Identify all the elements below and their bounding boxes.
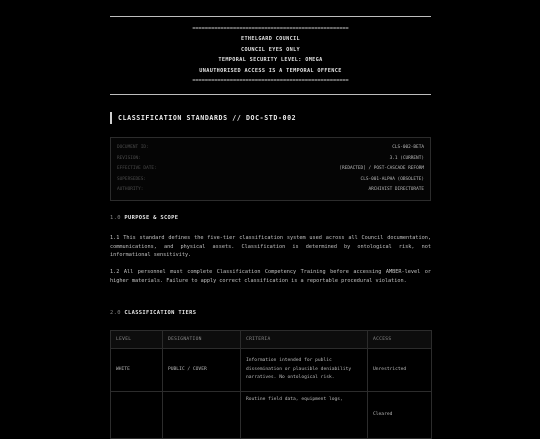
classification-banner bbox=[110, 24, 431, 86]
banner-divider bbox=[110, 94, 431, 95]
metadata-value: ARCHIVIST DIRECTORATE bbox=[368, 187, 424, 192]
banner-line-eyes-only: COUNCIL EYES ONLY bbox=[240, 46, 301, 53]
metadata-value: CLS-001-ALPHA (OBSOLETE) bbox=[360, 176, 424, 182]
banner-rule-bottom: ================================================== bbox=[192, 78, 349, 85]
tier-criteria: Routine field data, equipment logs, bbox=[241, 392, 368, 439]
metadata-value: 3.1 (CURRENT) bbox=[389, 155, 424, 161]
tier-access: Unrestricted bbox=[368, 349, 432, 392]
classification-tiers-table bbox=[110, 330, 432, 439]
column-header-level: LEVEL bbox=[111, 331, 163, 349]
metadata-key: DOCUMENT ID: bbox=[117, 145, 149, 150]
banner-line-warning: UNAUTHORISED ACCESS IS A TEMPORAL OFFENCE bbox=[199, 67, 342, 74]
paragraph-1-2: 1.2 All personnel must complete Classification Competency Training before accessing AMBER-level or higher materials. Failure to apply correct classification is a reportable procedural violation. bbox=[110, 269, 431, 284]
document-title: CLASSIFICATION STANDARDS // DOC-STD-002 bbox=[110, 112, 296, 124]
banner-line-council: ETHELGARD COUNCIL bbox=[240, 36, 301, 43]
metadata-key: REVISION: bbox=[117, 155, 141, 161]
table-row bbox=[111, 349, 432, 392]
banner-line-security-level: TEMPORAL SECURITY LEVEL: OMEGA bbox=[218, 57, 323, 64]
tier-designation bbox=[163, 392, 241, 439]
section-number: 2.0 bbox=[110, 310, 121, 316]
banner-rule-top: ================================================== bbox=[192, 26, 349, 32]
metadata-row-authority bbox=[117, 185, 424, 195]
metadata-value: CLS-002-BETA bbox=[392, 145, 424, 150]
tier-level: WHITE bbox=[111, 349, 163, 392]
section-heading-tiers bbox=[110, 309, 196, 318]
column-header-criteria: CRITERIA bbox=[241, 331, 368, 349]
table-header-row bbox=[111, 331, 432, 349]
paragraph-1-1: 1.1 This standard defines the five-tier classification system used across all Council documentation, communications, and physical assets. Classification is determined by ontological risk, not informational sensitivity. bbox=[110, 235, 431, 259]
section-title: CLASSIFICATION TIERS bbox=[124, 310, 197, 316]
table-row bbox=[111, 392, 432, 439]
metadata-key: AUTHORITY: bbox=[117, 187, 144, 192]
tier-designation: PUBLIC / COVER bbox=[163, 349, 241, 392]
metadata-row-supersedes bbox=[117, 175, 424, 185]
column-header-designation: DESIGNATION bbox=[163, 331, 241, 349]
section-title: PURPOSE & SCOPE bbox=[124, 215, 179, 221]
tier-access: Cleared bbox=[368, 392, 432, 439]
metadata-key: SUPERSEDES: bbox=[117, 176, 147, 182]
metadata-row-document-id bbox=[117, 143, 424, 153]
section-heading-purpose bbox=[110, 214, 178, 223]
top-divider bbox=[110, 16, 431, 17]
metadata-row-effective-date bbox=[117, 164, 424, 174]
tier-criteria: Information intended for public dissemination or plausible deniability narratives. No ontological risk. bbox=[241, 349, 368, 392]
column-header-access: ACCESS bbox=[368, 331, 432, 349]
metadata-key: EFFECTIVE DATE: bbox=[117, 166, 157, 171]
tier-level bbox=[111, 392, 163, 439]
metadata-value: [REDACTED] / POST-CASCADE REFORM bbox=[339, 166, 424, 171]
section-number: 1.0 bbox=[110, 215, 121, 221]
metadata-panel bbox=[110, 137, 431, 201]
metadata-row-revision bbox=[117, 154, 424, 164]
